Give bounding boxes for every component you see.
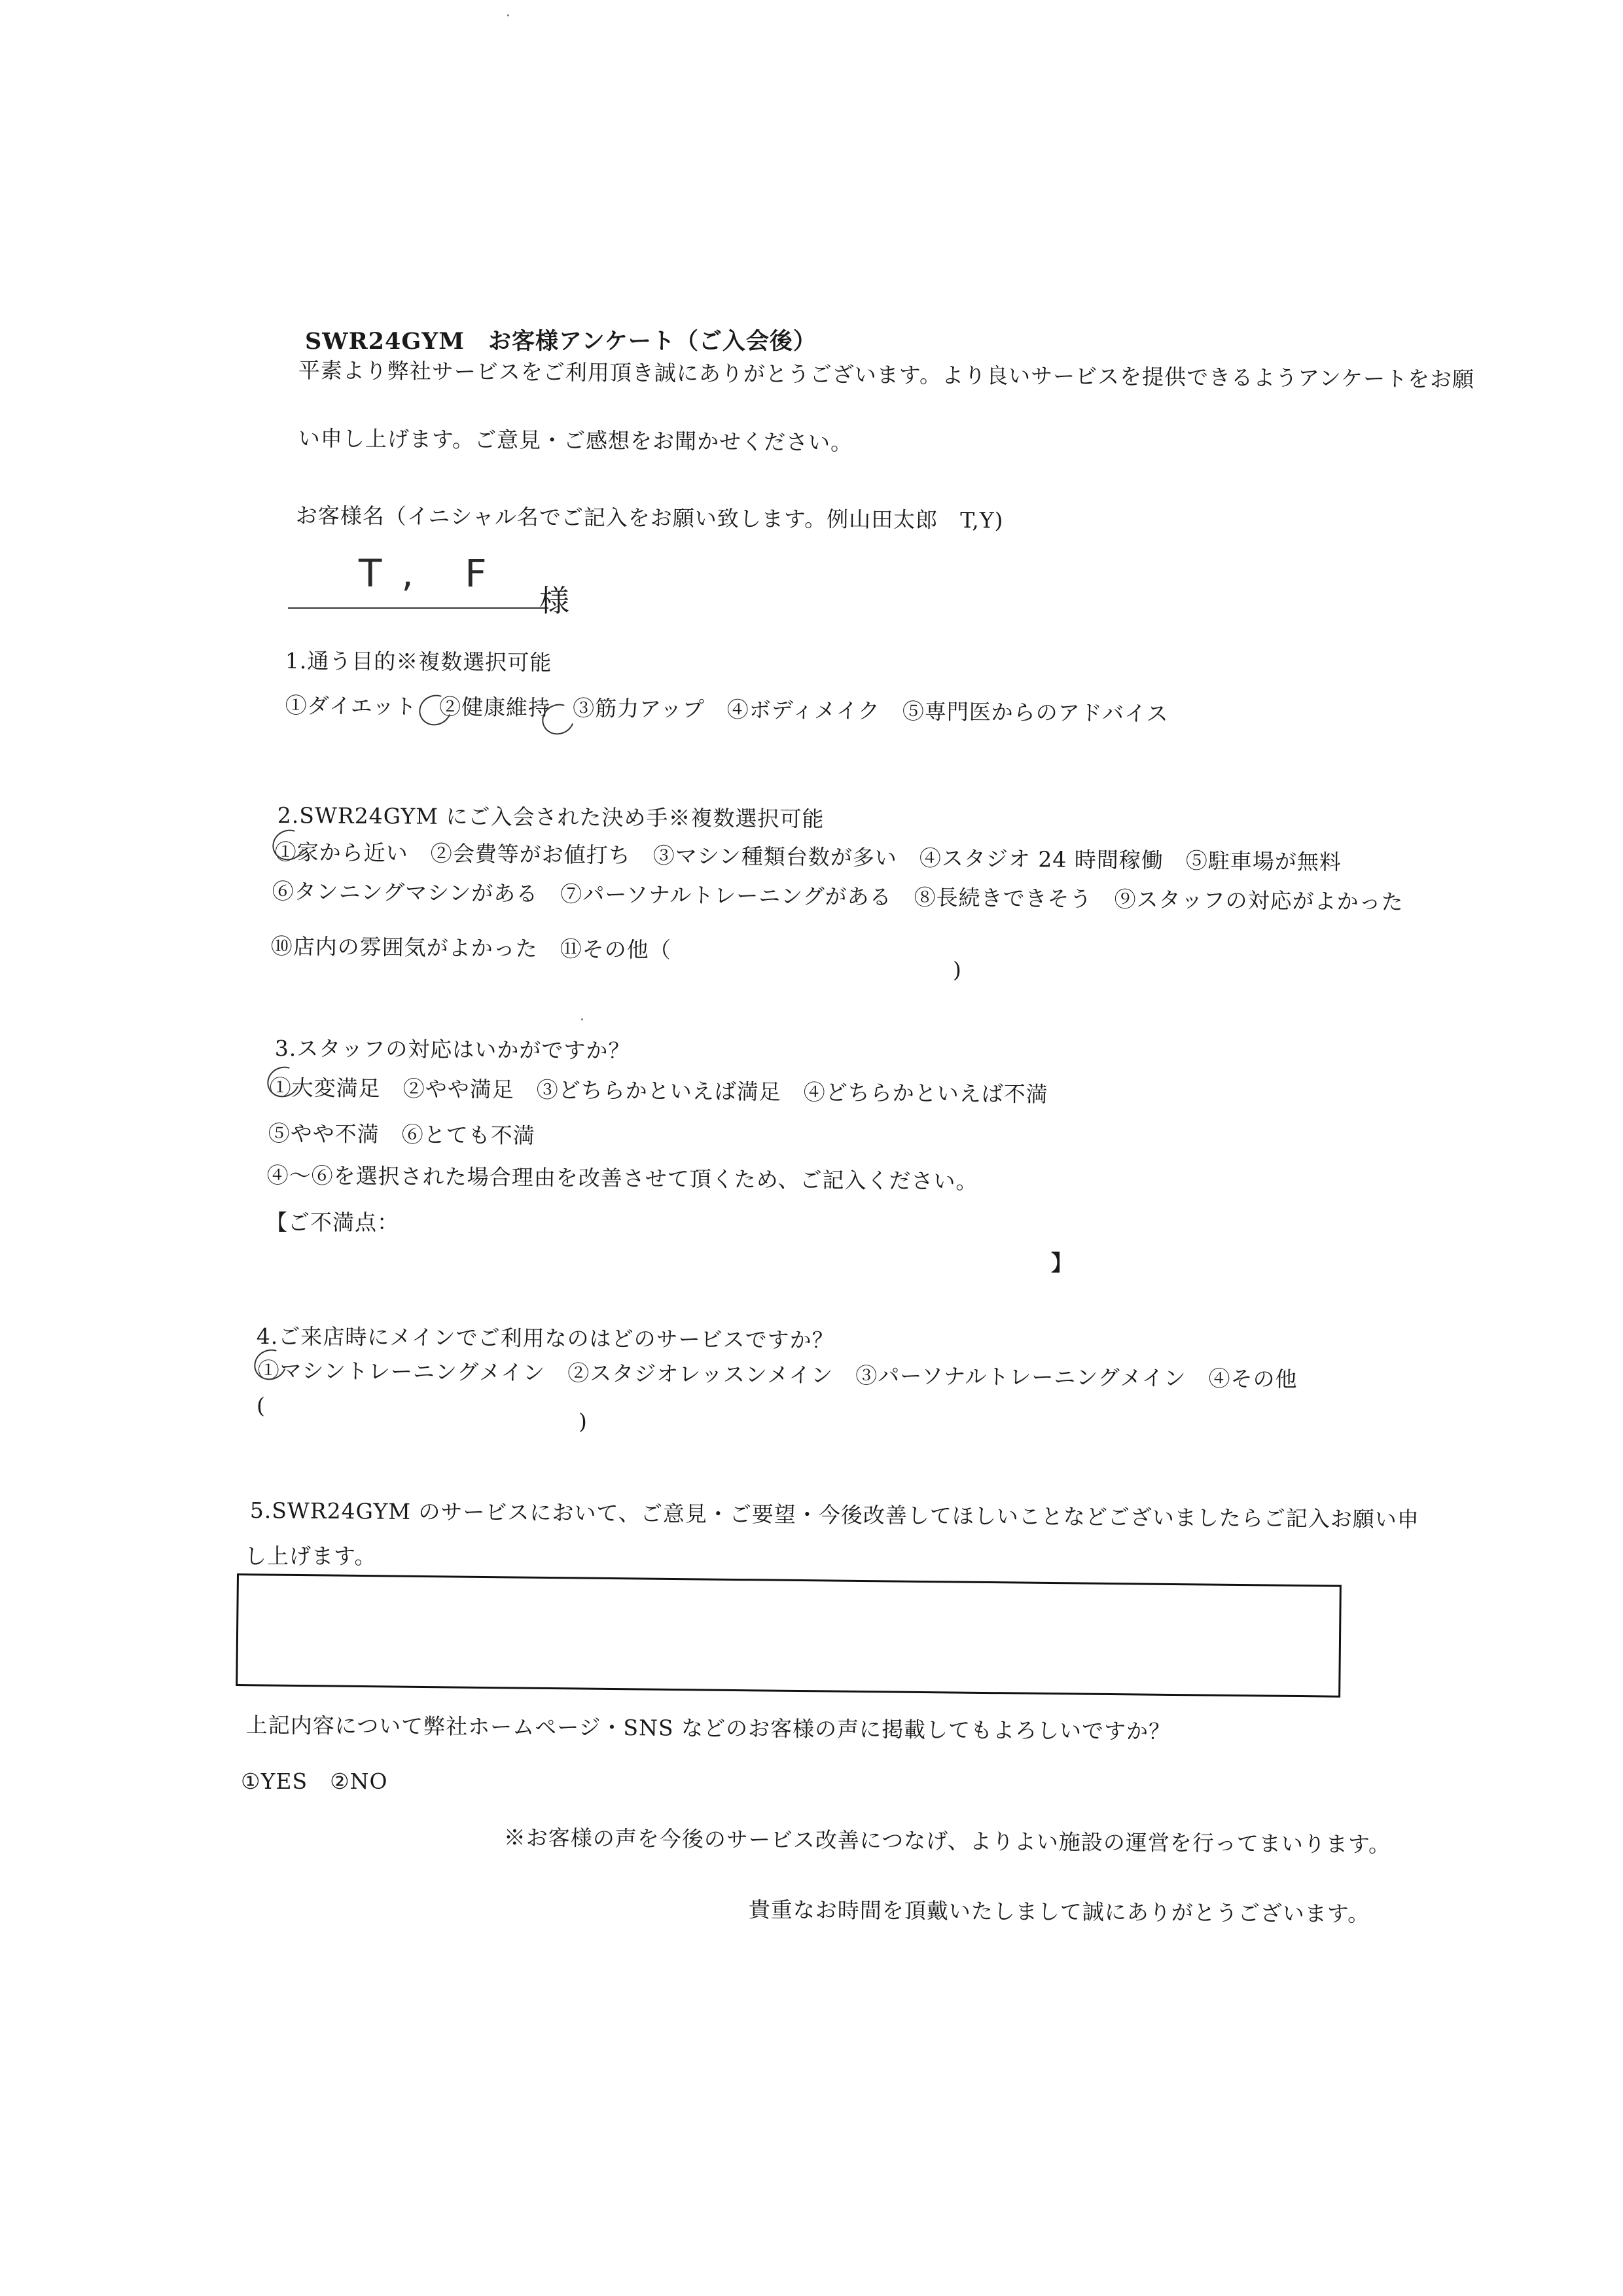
q4-other-close-paren: ) [579,1408,588,1434]
q3-complaint-close: 】 [1051,1250,1073,1276]
q1-question: 1.通う目的※複数選択可能 [285,647,552,675]
q2-options-row-3[interactable]: ⑩店内の雰囲気がよかった ⑪その他（ [270,933,671,963]
q4-question: 4.ご来店時にメインでご利用なのはどのサービスですか？ [256,1323,834,1354]
q3-options-row-1[interactable]: ①大変満足 ②やや満足 ③どちらかといえば満足 ④どちらかといえば不満 [269,1074,1048,1107]
intro-line-2: い申し上げます。ご意見・ご感想をお聞かせください。 [298,425,853,456]
publish-options[interactable]: ①YES ②NO [241,1768,388,1794]
footer-note-1: ※お客様の声を今後のサービス改善につなげ、よりよい施設の運営を行ってまいります。 [503,1824,1391,1857]
q2-options-row-1[interactable]: ①家から近い ②会費等がお値打ち ③マシン種類台数が多い ④スタジオ 24 時間稼働 ⑤駐車場が無料 [274,838,1342,875]
comment-text [239,1575,1340,1603]
q5-question-line-2: し上げます。 [245,1543,377,1569]
q3-complaint-label: 【ご不満点： [266,1210,399,1235]
customer-name-underline [288,607,548,609]
q3-question: 3.スタッフの対応はいかがですか？ [274,1035,631,1064]
q4-options[interactable]: ①マシントレーニングメイン ②スタジオレッスンメイン ③パーソナルトレーニングメイン ④その他 [257,1357,1298,1392]
footer-note-2: 貴重なお時間を頂戴いたしまして誠にありがとうございます。 [748,1896,1370,1927]
scan-speck [507,14,509,16]
q3-note: ④～⑥を選択された場合理由を改善させて頂くため、ご記入ください。 [266,1162,978,1194]
q1-options[interactable]: ①ダイエット ②健康維持 ③筋力アップ ④ボディメイク ⑤専門医からのアドバイス [285,692,1169,726]
comment-box[interactable] [236,1573,1342,1698]
customer-name-label: お客様名（イニシャル名でご記入をお願い致します。例山田太郎 T,Y) [295,502,1004,533]
q2-other-close-paren: ) [953,957,962,982]
q4-other-open-paren: ( [257,1393,266,1418]
survey-title: SWR24GYM お客様アンケート（ご入会後） [305,328,817,355]
publish-question: 上記内容について弊社ホームページ・SNS などのお客様の声に掲載してもよろしいですか？ [245,1712,1171,1744]
q3-options-row-2[interactable]: ⑤やや不満 ⑥とても不満 [268,1120,535,1149]
q2-options-row-2[interactable]: ⑥タンニングマシンがある ⑦パーソナルトレーニングがある ⑧長続きできそう ⑨スタッフの対応がよかった [272,878,1404,915]
honorific-sama: 様 [539,583,569,619]
q5-question-line-1: 5.SWR24GYM のサービスにおいて、ご意見・ご要望・今後改善してほしいことなどございましたらご記入お願い申 [249,1497,1419,1533]
q2-question: 2.SWR24GYM にご入会された決め手※複数選択可能 [277,802,825,832]
scan-speck [581,1018,583,1020]
intro-line-1: 平素より弊社サービスをご利用頂き誠にありがとうございます。より良いサービスを提供できるようアンケートをお願 [298,357,1475,393]
customer-initials[interactable]: T, F [359,551,507,596]
